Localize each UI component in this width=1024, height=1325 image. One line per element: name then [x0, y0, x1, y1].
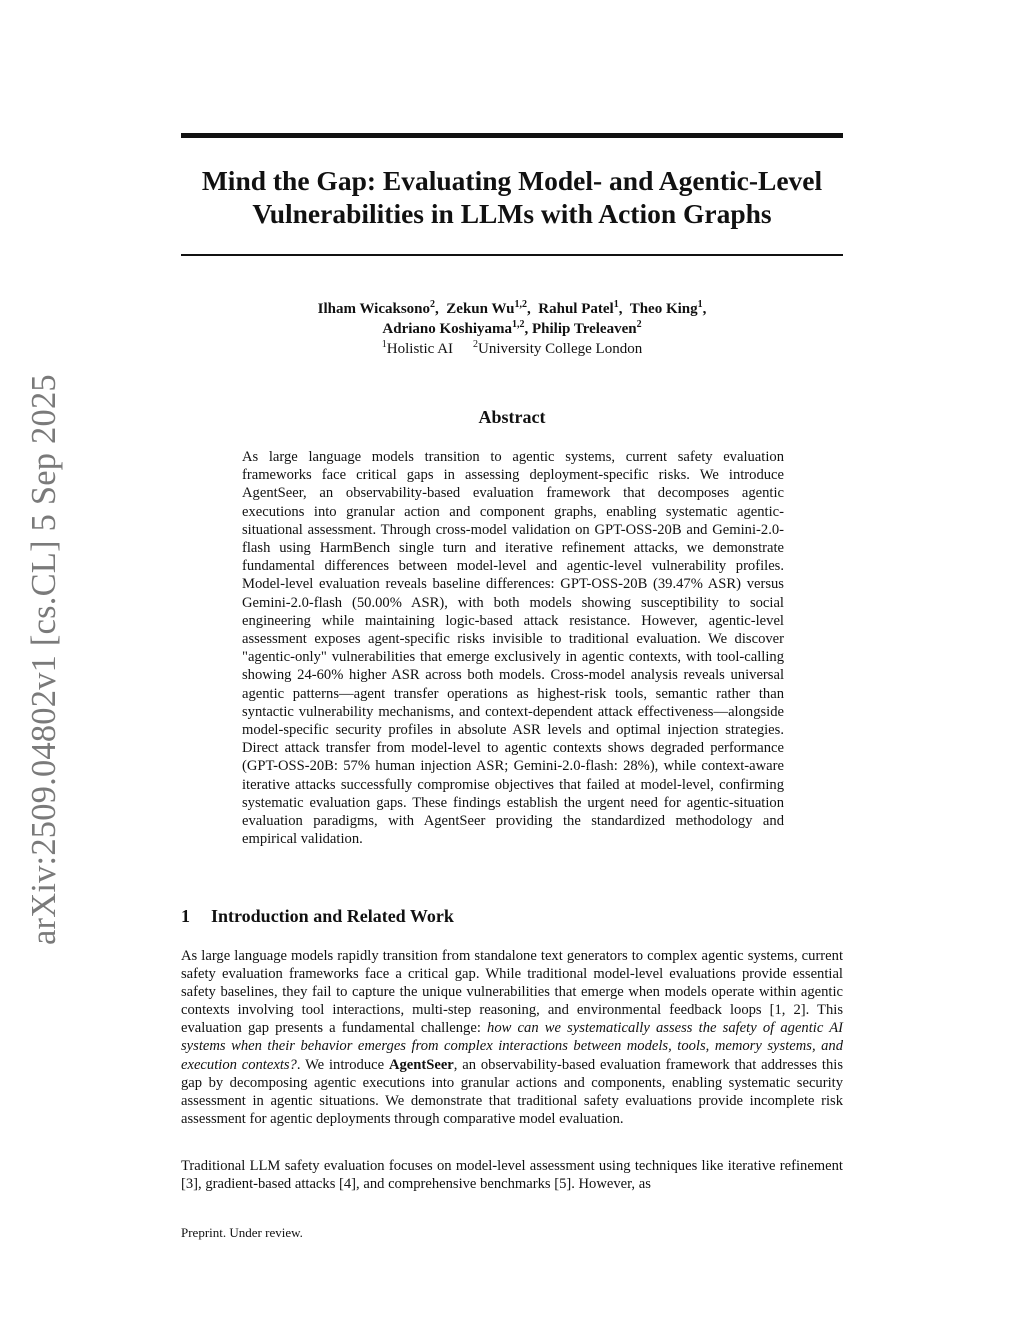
author-names: Ilham Wicaksono$^2$, Zekun Wu$^{1,2}$, Rahul Patel$^1$, Theo King$^1$, Adriano Koshiyama$^{1,2}$, Philip Treleaven$^2$ — [317, 299, 707, 337]
abstract-heading: Abstract — [478, 407, 546, 427]
title-bottom-rule — [181, 254, 843, 256]
section-number: 1 — [181, 906, 190, 926]
author-name: Ilham Wicaksono — [317, 301, 431, 317]
section-title: Introduction and Related Work — [211, 906, 454, 926]
intro-text: , an observability-based evaluation framework that addresses this gap by decomposing agentic executions into granular actions and components, enabling systematic security assessment in agentic situations. We demonstrate that traditional safety evaluations provide incomplete risk assessment for agentic deployments through comparative model evaluation. — [181, 1056, 843, 1127]
author-name: Theo King — [629, 301, 698, 317]
author-affiliation-mark: 1 — [697, 299, 703, 310]
section-heading — [181, 904, 843, 928]
intro-text: As large language models rapidly transition from standalone text generators to complex agentic systems, current safety evaluation frameworks face a critical gap. While traditional model-level evaluations provide essential safety baselines, they fail to capture the unique vulnerabilities that emerge when models operate within agentic contexts involving tool interactions, multi-step reasoning, and environmental feedback loops [1, 2]. This evaluation gap presents a fundamental challenge: — [181, 948, 843, 1037]
intro-paragraph-1 — [181, 947, 843, 1128]
affiliation-ucl: University College London — [478, 341, 643, 357]
research-question: how can we systematically assess the safety of agentic AI systems when their behavior emerges from complex interactions between models, tools, memory systems, and execution contexts? — [181, 1020, 843, 1073]
author-name: Adriano Koshiyama — [382, 321, 512, 337]
author-affiliation-mark: 1,2 — [512, 319, 525, 330]
intro-paragraph-2: Traditional LLM safety evaluation focuses on model-level assessment using techniques like iterative refinement [3], gradient-based attacks [4], and comprehensive benchmarks [5]. However, as — [181, 1158, 843, 1193]
affiliation-mark: 2 — [473, 339, 479, 350]
paper-title — [181, 164, 843, 230]
author-name: Zekun Wu — [446, 301, 515, 317]
author-name: Rahul Patel — [538, 301, 614, 317]
title-top-rule — [181, 133, 843, 138]
affiliation-holistic-ai: Holistic AI — [386, 341, 454, 357]
affiliations — [181, 339, 843, 359]
arxiv-identifier-sidebar — [25, 374, 63, 945]
framework-name: AgentSeer — [388, 1056, 454, 1073]
intro-text: . We introduce — [296, 1056, 389, 1073]
author-name: Philip Treleaven — [532, 321, 637, 337]
abstract-text: As large language models transition to agentic systems, current safety evaluation frameworks face critical gaps in assessing deployment-specific risks. We introduce AgentSeer, an observability-based evaluation framework that decomposes agentic executions into granular action and component graphs, enabling systematic agentic-situational assessment. Through cross-model validation on GPT-OSS-20B and Gemini-2.0-flash using HarmBench single turn and iterative refinement attacks, we demonstrate fundamental differences between model-level and agentic-level vulnerability profiles. Model-level evaluation reveals baseline differences: GPT-OSS-20B (39.47% ASR) versus Gemini-2.0-flash (50.00% ASR), with both models showing susceptibility to social engineering while maintaining logic-based attack resistance. However, agentic-level assessment exposes agent-specific risks invisible to traditional evaluation. We discover "agentic-only" vulnerabilities that emerge exclusively in agentic contexts, with tool-calling showing 24-60% higher ASR across both models. Cross-model analysis reveals universal agentic patterns—agent transfer operations as highest-risk tools, semantic rather than syntactic vulnerability mechanisms, and context-dependent attack effectiveness—alongside model-specific security profiles in absolute ASR levels and optimal injection strategies. Direct attack transfer from model-level to agentic contexts shows degraded performance (GPT-OSS-20B: 57% human injection ASR; Gemini-2.0-flash: 28%), while context-aware iterative attacks successfully compromise objectives that failed at model-level, confirming systematic evaluation gaps. These findings establish the urgent need for agentic-situation evaluation paradigms, with AgentSeer providing the standardized methodology and empirical validation. — [242, 449, 784, 848]
paper-title-line-2: Vulnerabilities in LLMs with Action Graphs — [252, 198, 772, 229]
arxiv-identifier-text: arXiv:2509.04802v1 [cs.CL] 5 Sep 2025 — [25, 374, 63, 945]
author-affiliation-mark: 2 — [430, 299, 436, 310]
author-affiliation-mark: 1,2 — [514, 299, 528, 310]
author-block — [181, 299, 843, 359]
paper-title-line-1: Mind the Gap: Evaluating Model- and Agentic-Level — [201, 165, 823, 196]
author-affiliation-mark: 2 — [636, 319, 642, 330]
affiliation-mark: 1 — [381, 339, 387, 350]
preprint-footer-note: Preprint. Under review. — [181, 1225, 303, 1240]
author-affiliation-mark: 1 — [613, 299, 619, 310]
